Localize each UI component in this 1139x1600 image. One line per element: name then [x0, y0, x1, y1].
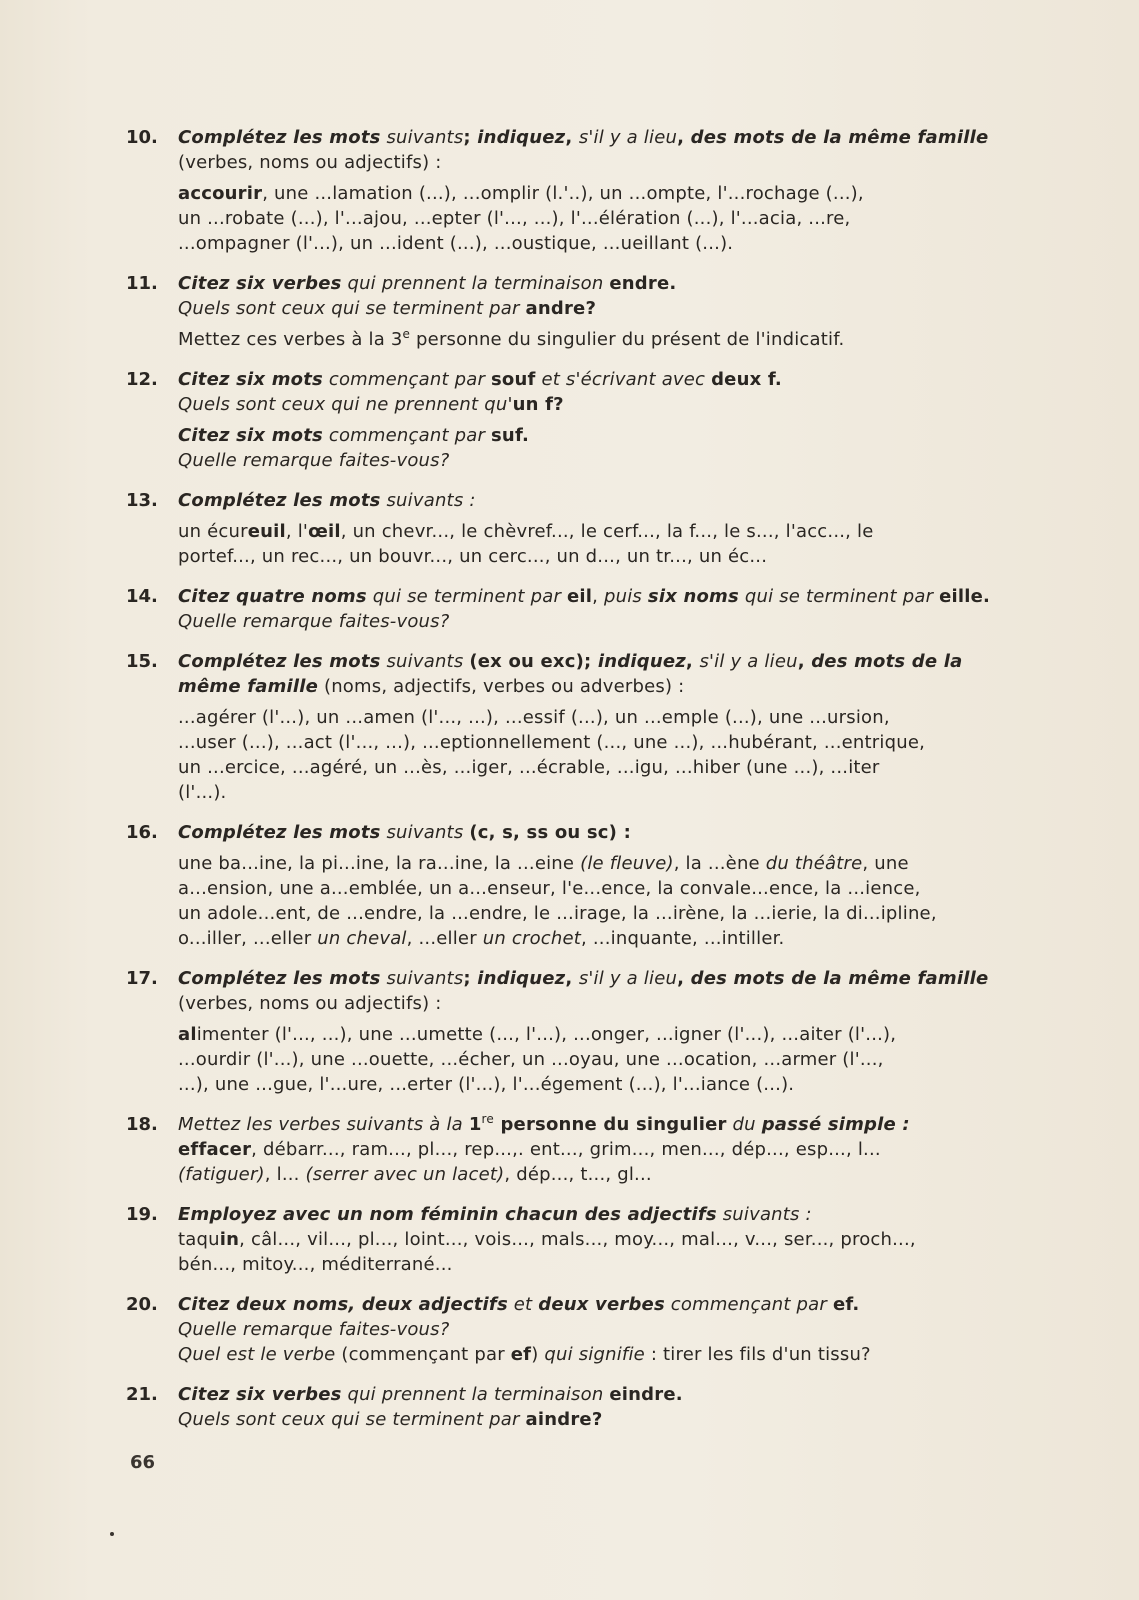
- text-segment: ef.: [832, 1294, 860, 1315]
- text-segment: , la ...ène: [673, 853, 766, 874]
- exercise-line: [178, 991, 1056, 1016]
- exercise-line: [178, 231, 1056, 256]
- text-segment: in: [219, 1229, 240, 1250]
- exercise-line: [178, 584, 1056, 609]
- exercise-line: [178, 1162, 1056, 1187]
- text-segment: Mettez les verbes suivants à la: [178, 1114, 469, 1135]
- exercise-number: 18.: [126, 1114, 158, 1135]
- text-segment: qui prennent la terminaison: [341, 273, 610, 294]
- text-segment: o...iller, ...eller: [178, 928, 318, 949]
- exercise-line: [178, 271, 1056, 296]
- text-segment: ...ompagner (l'...), un ...ident (...), ...oustique, ...ueillant (...).: [178, 233, 734, 254]
- text-segment: (c, s, ss ou sc) :: [469, 822, 631, 843]
- text-segment: suivants: [380, 822, 470, 843]
- text-segment: Complétez les mots: [178, 651, 381, 672]
- exercise-item: [126, 1202, 1056, 1277]
- text-segment: Complétez les mots: [178, 490, 381, 511]
- exercise-body: [178, 1202, 1056, 1277]
- exercise-line: [178, 1342, 1056, 1367]
- exercise-line: [178, 755, 1056, 780]
- exercise-line: [178, 1382, 1056, 1407]
- text-segment: s'il y a lieu: [578, 127, 678, 148]
- text-segment: s'il y a lieu: [699, 651, 798, 672]
- text-segment: deux verbes: [538, 1294, 665, 1315]
- text-segment: (fatiguer): [178, 1164, 265, 1185]
- text-segment: Citez six verbes: [178, 1384, 342, 1405]
- text-segment: (le fleuve): [580, 853, 674, 874]
- text-segment: euil: [247, 521, 286, 542]
- text-segment: Citez six verbes: [178, 273, 342, 294]
- text-segment: Quelle remarque faites-vous?: [178, 1319, 450, 1340]
- text-segment: ,: [592, 586, 604, 607]
- text-segment: Quel est le verbe: [178, 1344, 336, 1365]
- text-segment: ;: [584, 651, 598, 672]
- text-segment: qui se terminent par: [366, 586, 567, 607]
- exercise-line: [178, 296, 1056, 321]
- text-segment: al: [178, 1024, 197, 1045]
- exercise-line: [178, 966, 1056, 991]
- text-segment: suivants :: [716, 1204, 812, 1225]
- exercise-line: [178, 1137, 1056, 1162]
- exercise-item: [126, 1292, 1056, 1367]
- text-segment: suf.: [491, 425, 530, 446]
- text-segment: et: [507, 1294, 539, 1315]
- text-segment: ...ourdir (l'...), une ...ouette, ...écher, un ...oyau, une ...ocation, ...armer (l'...,: [178, 1049, 884, 1070]
- exercise-body: [178, 820, 1056, 951]
- exercise-line: [178, 926, 1056, 951]
- text-segment: des mots de la même famille: [690, 127, 989, 148]
- exercise-item: [126, 367, 1056, 473]
- text-segment: indiquez: [477, 968, 566, 989]
- text-segment: indiquez: [597, 651, 686, 672]
- exercise-line: [178, 609, 1056, 634]
- text-segment: ): [531, 1344, 545, 1365]
- exercise-body: [178, 367, 1056, 473]
- text-segment: même famille: [178, 676, 319, 697]
- text-segment: (l'...).: [178, 782, 227, 803]
- text-segment: endre.: [609, 273, 677, 294]
- text-segment: commençant par: [322, 369, 492, 390]
- exercise-number: 20.: [126, 1294, 158, 1315]
- exercise-item: [126, 1382, 1056, 1432]
- text-segment: (serrer avec un lacet): [305, 1164, 505, 1185]
- text-segment: ;: [463, 127, 478, 148]
- exercise-line: [178, 1022, 1056, 1047]
- exercise-line: [178, 544, 1056, 569]
- exercise-line: [178, 488, 1056, 513]
- text-segment: Citez deux noms, deux adjectifs: [178, 1294, 508, 1315]
- text-segment: Quelle remarque faites-vous?: [178, 611, 450, 632]
- text-segment: andre?: [525, 298, 597, 319]
- exercise-line: [178, 1227, 1056, 1252]
- exercise-line: [178, 206, 1056, 231]
- exercise-body: [178, 1112, 1056, 1187]
- exercise-line: [178, 423, 1056, 448]
- text-segment: , une ...lamation (...), ...omplir (l.'..), un ...ompte, l'...rochage (...),: [262, 183, 864, 204]
- text-segment: s'il y a lieu: [578, 968, 678, 989]
- exercise-number: 15.: [126, 651, 158, 672]
- exercise-item: [126, 271, 1056, 352]
- text-segment: suivants: [380, 651, 470, 672]
- text-segment: , un chevr..., le chèvref..., le cerf..., la f..., le s..., l'acc..., le: [340, 521, 874, 542]
- text-segment: du théâtre: [765, 853, 863, 874]
- text-segment: ,: [677, 968, 691, 989]
- exercise-number: 11.: [126, 273, 158, 294]
- exercise-item: [126, 488, 1056, 569]
- text-segment: bén..., mitoy..., méditerrané...: [178, 1254, 453, 1275]
- exercise-line: [178, 181, 1056, 206]
- exercise-number: 10.: [126, 127, 158, 148]
- exercise-body: [178, 488, 1056, 569]
- text-segment: six noms: [647, 586, 739, 607]
- text-segment: , dép..., t..., gl...: [504, 1164, 652, 1185]
- text-segment: ,: [797, 651, 812, 672]
- text-segment: aindre?: [525, 1409, 603, 1430]
- exercise-item: [126, 966, 1056, 1097]
- text-segment: ,: [565, 968, 579, 989]
- exercise-body: [178, 271, 1056, 352]
- text-segment: puis: [603, 586, 648, 607]
- text-segment: ;: [463, 968, 478, 989]
- exercise-line: [178, 327, 1056, 352]
- text-segment: un adole...ent, de ...endre, la ...endre, le ...irage, la ...irène, la ...ierie, la di...ipline,: [178, 903, 937, 924]
- text-segment: imenter (l'..., ...), une ...umette (..., l'...), ...onger, ...igner (l'...), ...aiter (l'...),: [196, 1024, 897, 1045]
- text-segment: deux f.: [711, 369, 782, 390]
- text-segment: personne du singulier du présent de l'indicatif.: [410, 329, 845, 350]
- text-segment: Citez quatre noms: [178, 586, 367, 607]
- exercise-body: [178, 125, 1056, 256]
- exercise-body: [178, 1292, 1056, 1367]
- exercise-item: [126, 649, 1056, 805]
- text-segment: eindre.: [609, 1384, 683, 1405]
- exercise-line: [178, 125, 1056, 150]
- exercise-line: [178, 674, 1056, 699]
- exercise-number: 13.: [126, 490, 158, 511]
- text-segment: , ...eller: [406, 928, 483, 949]
- text-segment: suivants: [380, 127, 464, 148]
- text-segment: un écur: [178, 521, 248, 542]
- text-segment: , l...: [264, 1164, 306, 1185]
- text-segment: ,: [685, 651, 700, 672]
- exercise-item: [126, 1112, 1056, 1187]
- paper-speck: [110, 1532, 114, 1536]
- text-segment: 1: [468, 1114, 482, 1135]
- exercise-body: [178, 1382, 1056, 1432]
- text-segment: un cheval: [317, 928, 407, 949]
- text-segment: Quels sont ceux qui se terminent par: [178, 298, 526, 319]
- exercise-number: 14.: [126, 586, 158, 607]
- text-segment: Complétez les mots: [178, 968, 381, 989]
- exercise-body: [178, 649, 1056, 805]
- text-segment: qui signifie: [544, 1344, 645, 1365]
- text-segment: un f?: [512, 394, 564, 415]
- text-segment: commençant par: [664, 1294, 833, 1315]
- text-segment: eil: [566, 586, 593, 607]
- text-segment: souf: [491, 369, 536, 390]
- text-segment: , câl..., vil..., pl..., loint..., vois..., mals..., moy..., mal..., v..., ser..., proch...,: [239, 1229, 916, 1250]
- exercise-number: 21.: [126, 1384, 158, 1405]
- exercise-number: 17.: [126, 968, 158, 989]
- text-segment: (commençant par: [335, 1344, 511, 1365]
- text-segment: accourir: [178, 183, 263, 204]
- exercise-line: [178, 876, 1056, 901]
- text-segment: re: [481, 1112, 494, 1126]
- text-segment: a...ension, une a...emblée, un a...enseur, l'e...ence, la convale...ence, la ...ience,: [178, 878, 921, 899]
- exercise-line: [178, 730, 1056, 755]
- exercise-line: [178, 1047, 1056, 1072]
- text-segment: passé simple :: [761, 1114, 910, 1135]
- text-segment: un crochet: [482, 928, 582, 949]
- exercise-line: [178, 1202, 1056, 1227]
- text-segment: œil: [308, 521, 341, 542]
- text-segment: personne du singulier: [494, 1114, 727, 1135]
- text-segment: qui prennent la terminaison: [341, 1384, 610, 1405]
- text-segment: Quels sont ceux qui se terminent par: [178, 1409, 526, 1430]
- text-segment: Complétez les mots: [178, 822, 381, 843]
- text-segment: Mettez ces verbes à la 3: [178, 329, 403, 350]
- exercise-line: [178, 649, 1056, 674]
- text-segment: qui se terminent par: [738, 586, 940, 607]
- text-segment: un ...robate (...), l'...ajou, ...epter (l'..., ...), l'...élération (...), l'...acia, ...re,: [178, 208, 851, 229]
- exercise-line: [178, 392, 1056, 417]
- page-number: 66: [130, 1452, 156, 1473]
- exercise-number: 12.: [126, 369, 158, 390]
- exercise-line: [178, 448, 1056, 473]
- exercise-item: [126, 820, 1056, 951]
- text-segment: suivants :: [380, 490, 476, 511]
- text-segment: (verbes, noms ou adjectifs) :: [178, 993, 442, 1014]
- exercise-line: [178, 1112, 1056, 1137]
- exercise-line: [178, 150, 1056, 175]
- text-segment: et s'écrivant avec: [535, 369, 712, 390]
- exercise-line: [178, 1252, 1056, 1277]
- exercise-line: [178, 1292, 1056, 1317]
- text-segment: ,: [565, 127, 579, 148]
- exercise-body: [178, 966, 1056, 1097]
- exercise-line: [178, 851, 1056, 876]
- text-segment: ...user (...), ...act (l'..., ...), ...eptionnellement (..., une ...), ...hubérant, ...entrique,: [178, 732, 926, 753]
- text-segment: Employez avec un nom féminin chacun des adjectifs: [178, 1204, 717, 1225]
- exercise-number: 19.: [126, 1204, 158, 1225]
- exercise-body: [178, 584, 1056, 634]
- text-segment: : tirer les fils d'un tissu?: [644, 1344, 871, 1365]
- text-segment: une ba...ine, la pi...ine, la ra...ine, la ...eine: [178, 853, 581, 874]
- exercise-line: [178, 1072, 1056, 1097]
- text-segment: ef: [510, 1344, 532, 1365]
- exercise-line: [178, 1407, 1056, 1432]
- text-segment: Complétez les mots: [178, 127, 381, 148]
- exercise-line: [178, 705, 1056, 730]
- text-segment: ...), une ...gue, l'...ure, ...erter (l'...), l'...égement (...), l'...iance (...).: [178, 1074, 795, 1095]
- exercise-item: [126, 584, 1056, 634]
- text-segment: e: [402, 327, 411, 341]
- exercise-list: [126, 125, 1056, 1447]
- text-segment: indiquez: [477, 127, 566, 148]
- text-segment: (verbes, noms ou adjectifs) :: [178, 152, 442, 173]
- exercise-line: [178, 901, 1056, 926]
- text-segment: , ...inquante, ...intiller.: [581, 928, 785, 949]
- text-segment: (ex ou exc): [469, 651, 585, 672]
- text-segment: , l': [285, 521, 309, 542]
- text-segment: effacer: [178, 1139, 252, 1160]
- text-segment: commençant par: [322, 425, 492, 446]
- exercise-line: [178, 820, 1056, 845]
- text-segment: des mots de la même famille: [690, 968, 989, 989]
- exercise-line: [178, 780, 1056, 805]
- exercise-line: [178, 519, 1056, 544]
- text-segment: ,: [677, 127, 691, 148]
- text-segment: (noms, adjectifs, verbes ou adverbes) :: [318, 676, 685, 697]
- text-segment: , débarr..., ram..., pl..., rep...,. ent..., grim..., men..., dép..., esp..., l...: [251, 1139, 881, 1160]
- text-segment: un ...ercice, ...agéré, un ...ès, ...iger, ...écrable, ...igu, ...hiber (une ...), ...iter: [178, 757, 880, 778]
- text-segment: Quelle remarque faites-vous?: [178, 450, 450, 471]
- text-segment: ...agérer (l'...), un ...amen (l'..., ...), ...essif (...), un ...emple (...), une ...ursion,: [178, 707, 890, 728]
- exercise-number: 16.: [126, 822, 158, 843]
- exercise-item: [126, 125, 1056, 256]
- text-segment: des mots de la: [811, 651, 963, 672]
- exercise-line: [178, 1317, 1056, 1342]
- text-segment: suivants: [380, 968, 464, 989]
- exercise-line: [178, 367, 1056, 392]
- text-segment: Citez six mots: [178, 369, 323, 390]
- text-segment: portef..., un rec..., un bouvr..., un cerc..., un d..., un tr..., un éc...: [178, 546, 768, 567]
- text-segment: Quels sont ceux qui ne prennent qu': [178, 394, 513, 415]
- text-segment: Citez six mots: [178, 425, 323, 446]
- text-segment: du: [726, 1114, 762, 1135]
- text-segment: taqu: [178, 1229, 220, 1250]
- text-segment: eille.: [939, 586, 991, 607]
- text-segment: , une: [862, 853, 909, 874]
